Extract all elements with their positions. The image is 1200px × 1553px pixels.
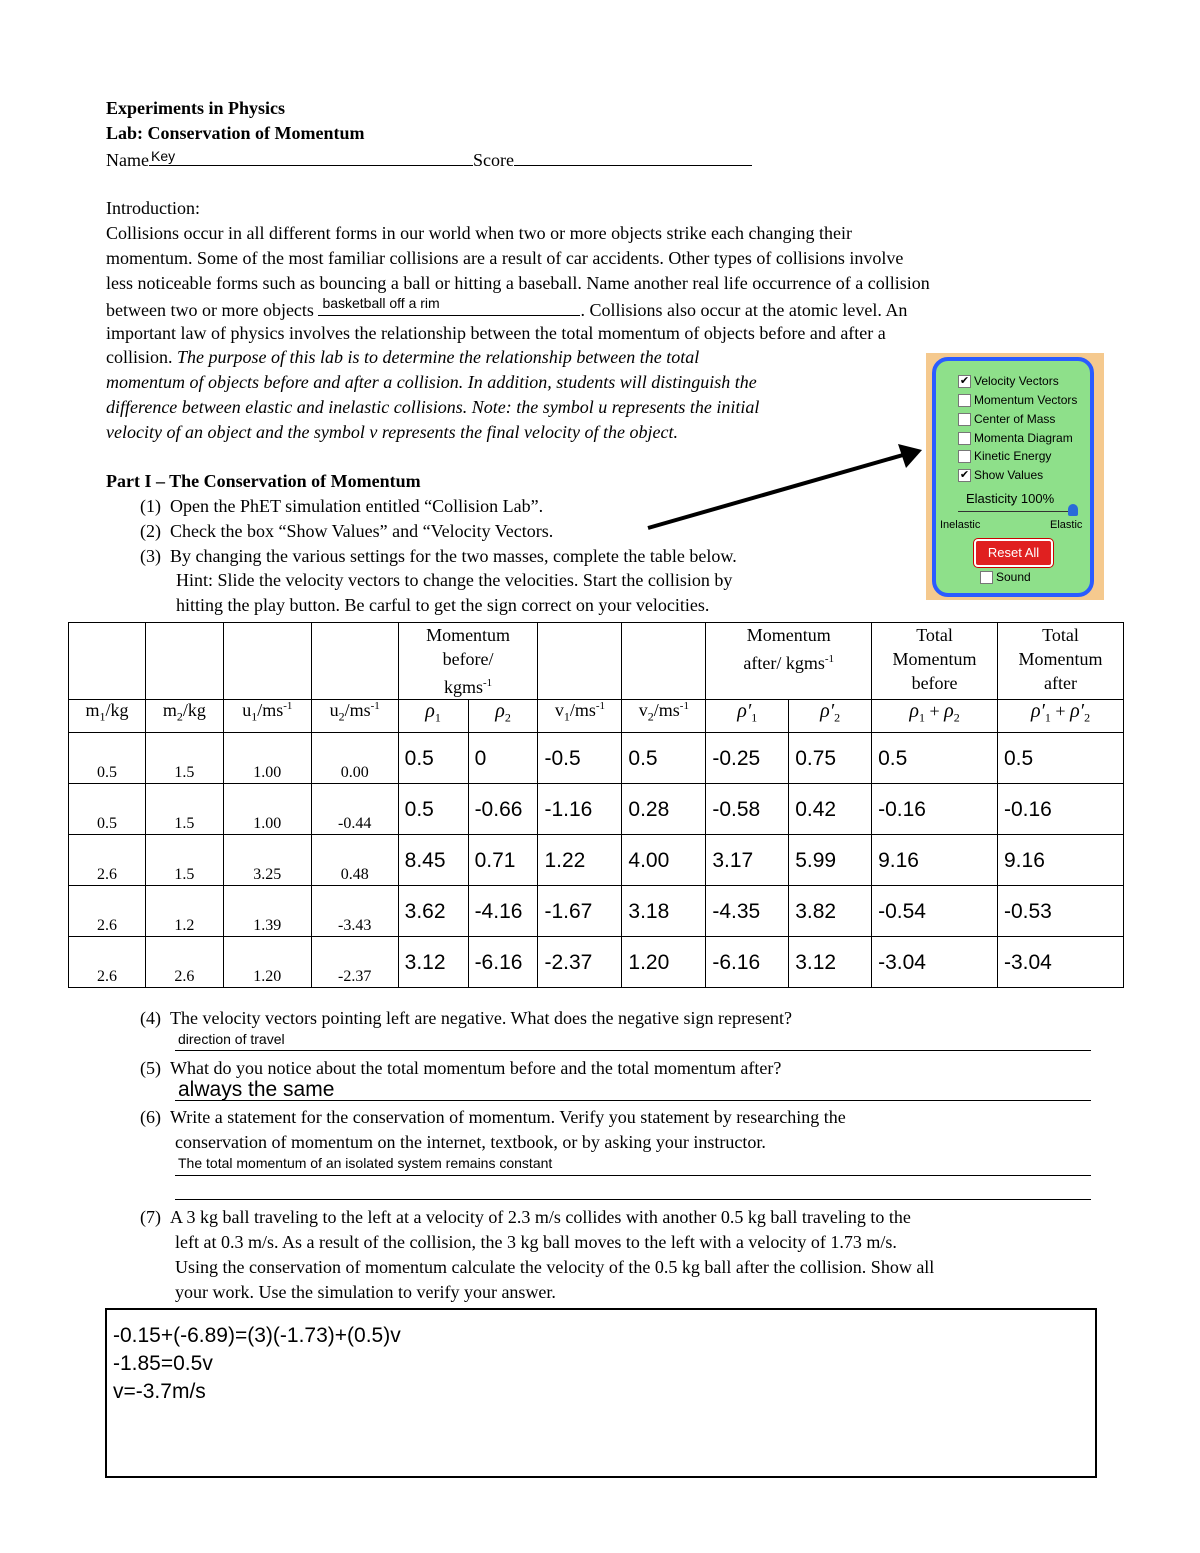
momentum-table [68, 622, 1124, 988]
part1-title: Part I – The Conservation of Momentum [106, 471, 421, 491]
col-m2: $m_2/kg$ [145, 700, 223, 733]
col-p1: $\rho_1$ [398, 700, 468, 733]
cell-u1: 1.39 [223, 886, 311, 937]
answer-line [175, 1050, 1091, 1051]
cell-m1: 2.6 [69, 937, 146, 988]
cell-u1: 1.20 [223, 937, 311, 988]
cell-ta[interactable]: -0.53 [998, 886, 1124, 937]
cell-v2[interactable]: 3.18 [622, 886, 706, 937]
score-field[interactable] [514, 146, 752, 166]
purpose-statement: difference between elastic and inelastic collisions. Note: the symbol u represents the initial [106, 397, 760, 417]
cell-v1[interactable]: -2.37 [538, 937, 622, 988]
col-m1: $m_1/kg$ [69, 700, 146, 733]
cell-pp1[interactable]: -4.35 [706, 886, 789, 937]
intro-line: between two or more objects basketball off a rim . Collisions also occur at the atomic level. An [106, 296, 907, 323]
cell-p1[interactable]: 3.12 [398, 937, 468, 988]
cell-u2: -0.44 [311, 784, 398, 835]
cell-pp1[interactable]: -0.58 [706, 784, 789, 835]
col-u1: $u_1/ms^{-1}$ [223, 700, 311, 733]
answer-6[interactable]: The total momentum of an isolated system remains constant [178, 1155, 553, 1171]
cell-m1: 0.5 [69, 784, 146, 835]
purpose-statement: velocity of an object and the symbol v represents the final velocity of the object. [106, 422, 678, 442]
cell-v2[interactable]: 4.00 [622, 835, 706, 886]
cell-tb[interactable]: -3.04 [872, 937, 998, 988]
question-7: (7) A 3 kg ball traveling to the left at a velocity of 2.3 m/s collides with another 0.5 kg ball traveling to the [140, 1207, 911, 1227]
cell-ta[interactable]: -3.04 [998, 937, 1124, 988]
step-3: (3) By changing the various settings for the two masses, complete the table below. [140, 546, 737, 566]
elastic-label: Elastic [1050, 519, 1083, 531]
cell-p2[interactable]: 0.71 [468, 835, 538, 886]
cell-m2: 1.5 [145, 835, 223, 886]
momentum-after-header: Momentum after/ kgms$^{-1}$ [706, 623, 872, 700]
table-row [69, 733, 1124, 784]
cell-p1[interactable]: 8.45 [398, 835, 468, 886]
cell-pp1[interactable]: -6.16 [706, 937, 789, 988]
cell-u2: 0.00 [311, 733, 398, 784]
cell-p1[interactable]: 0.5 [398, 784, 468, 835]
collision-example-field[interactable] [318, 296, 580, 316]
hint-text: hitting the play button. Be carful to get the sign correct on your velocities. [176, 595, 710, 615]
cell-v1[interactable]: -0.5 [538, 733, 622, 784]
work-line: v=-3.7m/s [113, 1380, 206, 1403]
answer-line [175, 1175, 1091, 1176]
reset-all-button[interactable]: Reset All [974, 539, 1053, 567]
cell-pp2[interactable]: 0.75 [789, 733, 872, 784]
work-line: -0.15+(-6.89)=(3)(-1.73)+(0.5)v [113, 1324, 401, 1347]
intro-label: Introduction: [106, 198, 200, 218]
col-v2: $v_2/ms^{-1}$ [622, 700, 706, 733]
col-pp2: $\rho'_2$ [789, 700, 872, 733]
elasticity-label: Elasticity 100% [966, 491, 1055, 506]
col-total-after: $\rho'_1 + \rho'_2$ [998, 700, 1124, 733]
cell-v2[interactable]: 0.28 [622, 784, 706, 835]
question-7-cont: your work. Use the simulation to verify your answer. [175, 1282, 556, 1302]
table-row [69, 784, 1124, 835]
cell-m1: 2.6 [69, 886, 146, 937]
col-pp1: $\rho'_1$ [706, 700, 789, 733]
cell-p2[interactable]: 0 [468, 733, 538, 784]
purpose-statement: The purpose of this lab is to determine the relationship between the total [177, 347, 700, 367]
cell-u1: 1.00 [223, 784, 311, 835]
hint-text: Hint: Slide the velocity vectors to change the velocities. Start the collision by [176, 570, 733, 590]
cell-v2[interactable]: 1.20 [622, 937, 706, 988]
cell-tb[interactable]: 0.5 [872, 733, 998, 784]
inelastic-label: Inelastic [940, 519, 981, 531]
cell-m2: 1.5 [145, 784, 223, 835]
collision-example-answer: basketball off a rim [322, 295, 440, 311]
work-line: -1.85=0.5v [113, 1352, 213, 1375]
cell-pp2[interactable]: 3.12 [789, 937, 872, 988]
momentum-before-header: Momentum before/ kgms$^{-1}$ [398, 623, 538, 700]
work-answer-box[interactable] [105, 1308, 1097, 1478]
col-p2: $\rho_2$ [468, 700, 538, 733]
intro-line: momentum. Some of the most familiar collisions are a result of car accidents. Other types of collisions involve [106, 248, 904, 268]
purpose-statement: momentum of objects before and after a collision. In addition, students will distinguish the [106, 372, 757, 392]
cell-pp2[interactable]: 0.42 [789, 784, 872, 835]
phet-control-panel: ✔ Velocity Vectors Momentum Vectors Center of Mass Momenta Diagram Kinetic Energy ✔ Show Values Elasticity 100% Inelastic Elastic Reset All Sound [932, 357, 1094, 597]
cell-v1[interactable]: 1.22 [538, 835, 622, 886]
cell-p2[interactable]: -6.16 [468, 937, 538, 988]
cell-m2: 2.6 [145, 937, 223, 988]
elasticity-slider-handle[interactable] [1068, 504, 1078, 516]
question-7-cont: Using the conservation of momentum calculate the velocity of the 0.5 kg ball after the collision. Show all [175, 1257, 935, 1277]
intro-line: important law of physics involves the relationship between the total momentum of objects before and after a [106, 323, 886, 343]
cell-pp2[interactable]: 5.99 [789, 835, 872, 886]
question-6-cont: conservation of momentum on the internet, textbook, or by asking your instructor. [175, 1132, 766, 1152]
cell-pp1[interactable]: 3.17 [706, 835, 789, 886]
question-4: (4) The velocity vectors pointing left are negative. What does the negative sign represent? [140, 1008, 792, 1028]
cell-p2[interactable]: -4.16 [468, 886, 538, 937]
cell-v2[interactable]: 0.5 [622, 733, 706, 784]
cell-m1: 0.5 [69, 733, 146, 784]
cell-m2: 1.2 [145, 886, 223, 937]
total-before-header: Total Momentum before [872, 623, 998, 700]
cell-v1[interactable]: -1.67 [538, 886, 622, 937]
name-score-line [106, 146, 752, 173]
answer-line [175, 1100, 1091, 1101]
cell-tb[interactable]: -0.16 [872, 784, 998, 835]
cell-u2: -2.37 [311, 937, 398, 988]
cell-u1: 1.00 [223, 733, 311, 784]
pointer-arrow-icon [640, 440, 940, 540]
cell-pp1[interactable]: -0.25 [706, 733, 789, 784]
question-5: (5) What do you notice about the total momentum before and the total momentum after? [140, 1058, 782, 1078]
cell-m2: 1.5 [145, 733, 223, 784]
cell-ta[interactable]: 0.5 [998, 733, 1124, 784]
col-total-before: $\rho_1 + \rho_2$ [872, 700, 998, 733]
cell-ta[interactable]: -0.16 [998, 784, 1124, 835]
course-title: Experiments in Physics [106, 98, 286, 118]
col-v1: $v_1/ms^{-1}$ [538, 700, 622, 733]
question-7-cont: left at 0.3 m/s. As a result of the collision, the 3 kg ball moves to the left with a velocity of 1.73 m/s. [175, 1232, 897, 1252]
lab-title: Lab: Conservation of Momentum [106, 123, 365, 143]
name-field[interactable] [149, 146, 473, 166]
cell-p1[interactable]: 3.62 [398, 886, 468, 937]
cell-tb[interactable]: -0.54 [872, 886, 998, 937]
table-row [69, 835, 1124, 886]
answer-5[interactable]: always the same [178, 1078, 335, 1101]
name-label: Name [106, 150, 149, 170]
elasticity-slider-track[interactable] [958, 511, 1076, 512]
cell-p2[interactable]: -0.66 [468, 784, 538, 835]
score-label: Score [472, 150, 514, 170]
cell-ta[interactable]: 9.16 [998, 835, 1124, 886]
cell-tb[interactable]: 9.16 [872, 835, 998, 886]
answer-4[interactable]: direction of travel [178, 1031, 285, 1047]
cell-u1: 3.25 [223, 835, 311, 886]
intro-line: less noticeable forms such as bouncing a ball or hitting a baseball. Name another real life occurrence of a collision [106, 273, 930, 293]
cell-p1[interactable]: 0.5 [398, 733, 468, 784]
name-value: Key [150, 148, 176, 164]
col-u2: $u_2/ms^{-1}$ [311, 700, 398, 733]
cell-u2: 0.48 [311, 835, 398, 886]
intro-line: collision. The purpose of this lab is to determine the relationship between the total [106, 347, 700, 367]
step-2: (2) Check the box “Show Values” and “Velocity Vectors. [140, 521, 554, 541]
total-after-header: Total Momentum after [998, 623, 1124, 700]
question-6: (6) Write a statement for the conservation of momentum. Verify you statement by researching the [140, 1107, 846, 1127]
answer-line [175, 1199, 1091, 1200]
table-row [69, 937, 1124, 988]
step-1: (1) Open the PhET simulation entitled “Collision Lab”. [140, 496, 544, 516]
cell-pp2[interactable]: 3.82 [789, 886, 872, 937]
intro-line: Collisions occur in all different forms in our world when two or more objects strike each changing their [106, 223, 852, 243]
table-row [69, 886, 1124, 937]
cell-m1: 2.6 [69, 835, 146, 886]
cell-u2: -3.43 [311, 886, 398, 937]
cell-v1[interactable]: -1.16 [538, 784, 622, 835]
